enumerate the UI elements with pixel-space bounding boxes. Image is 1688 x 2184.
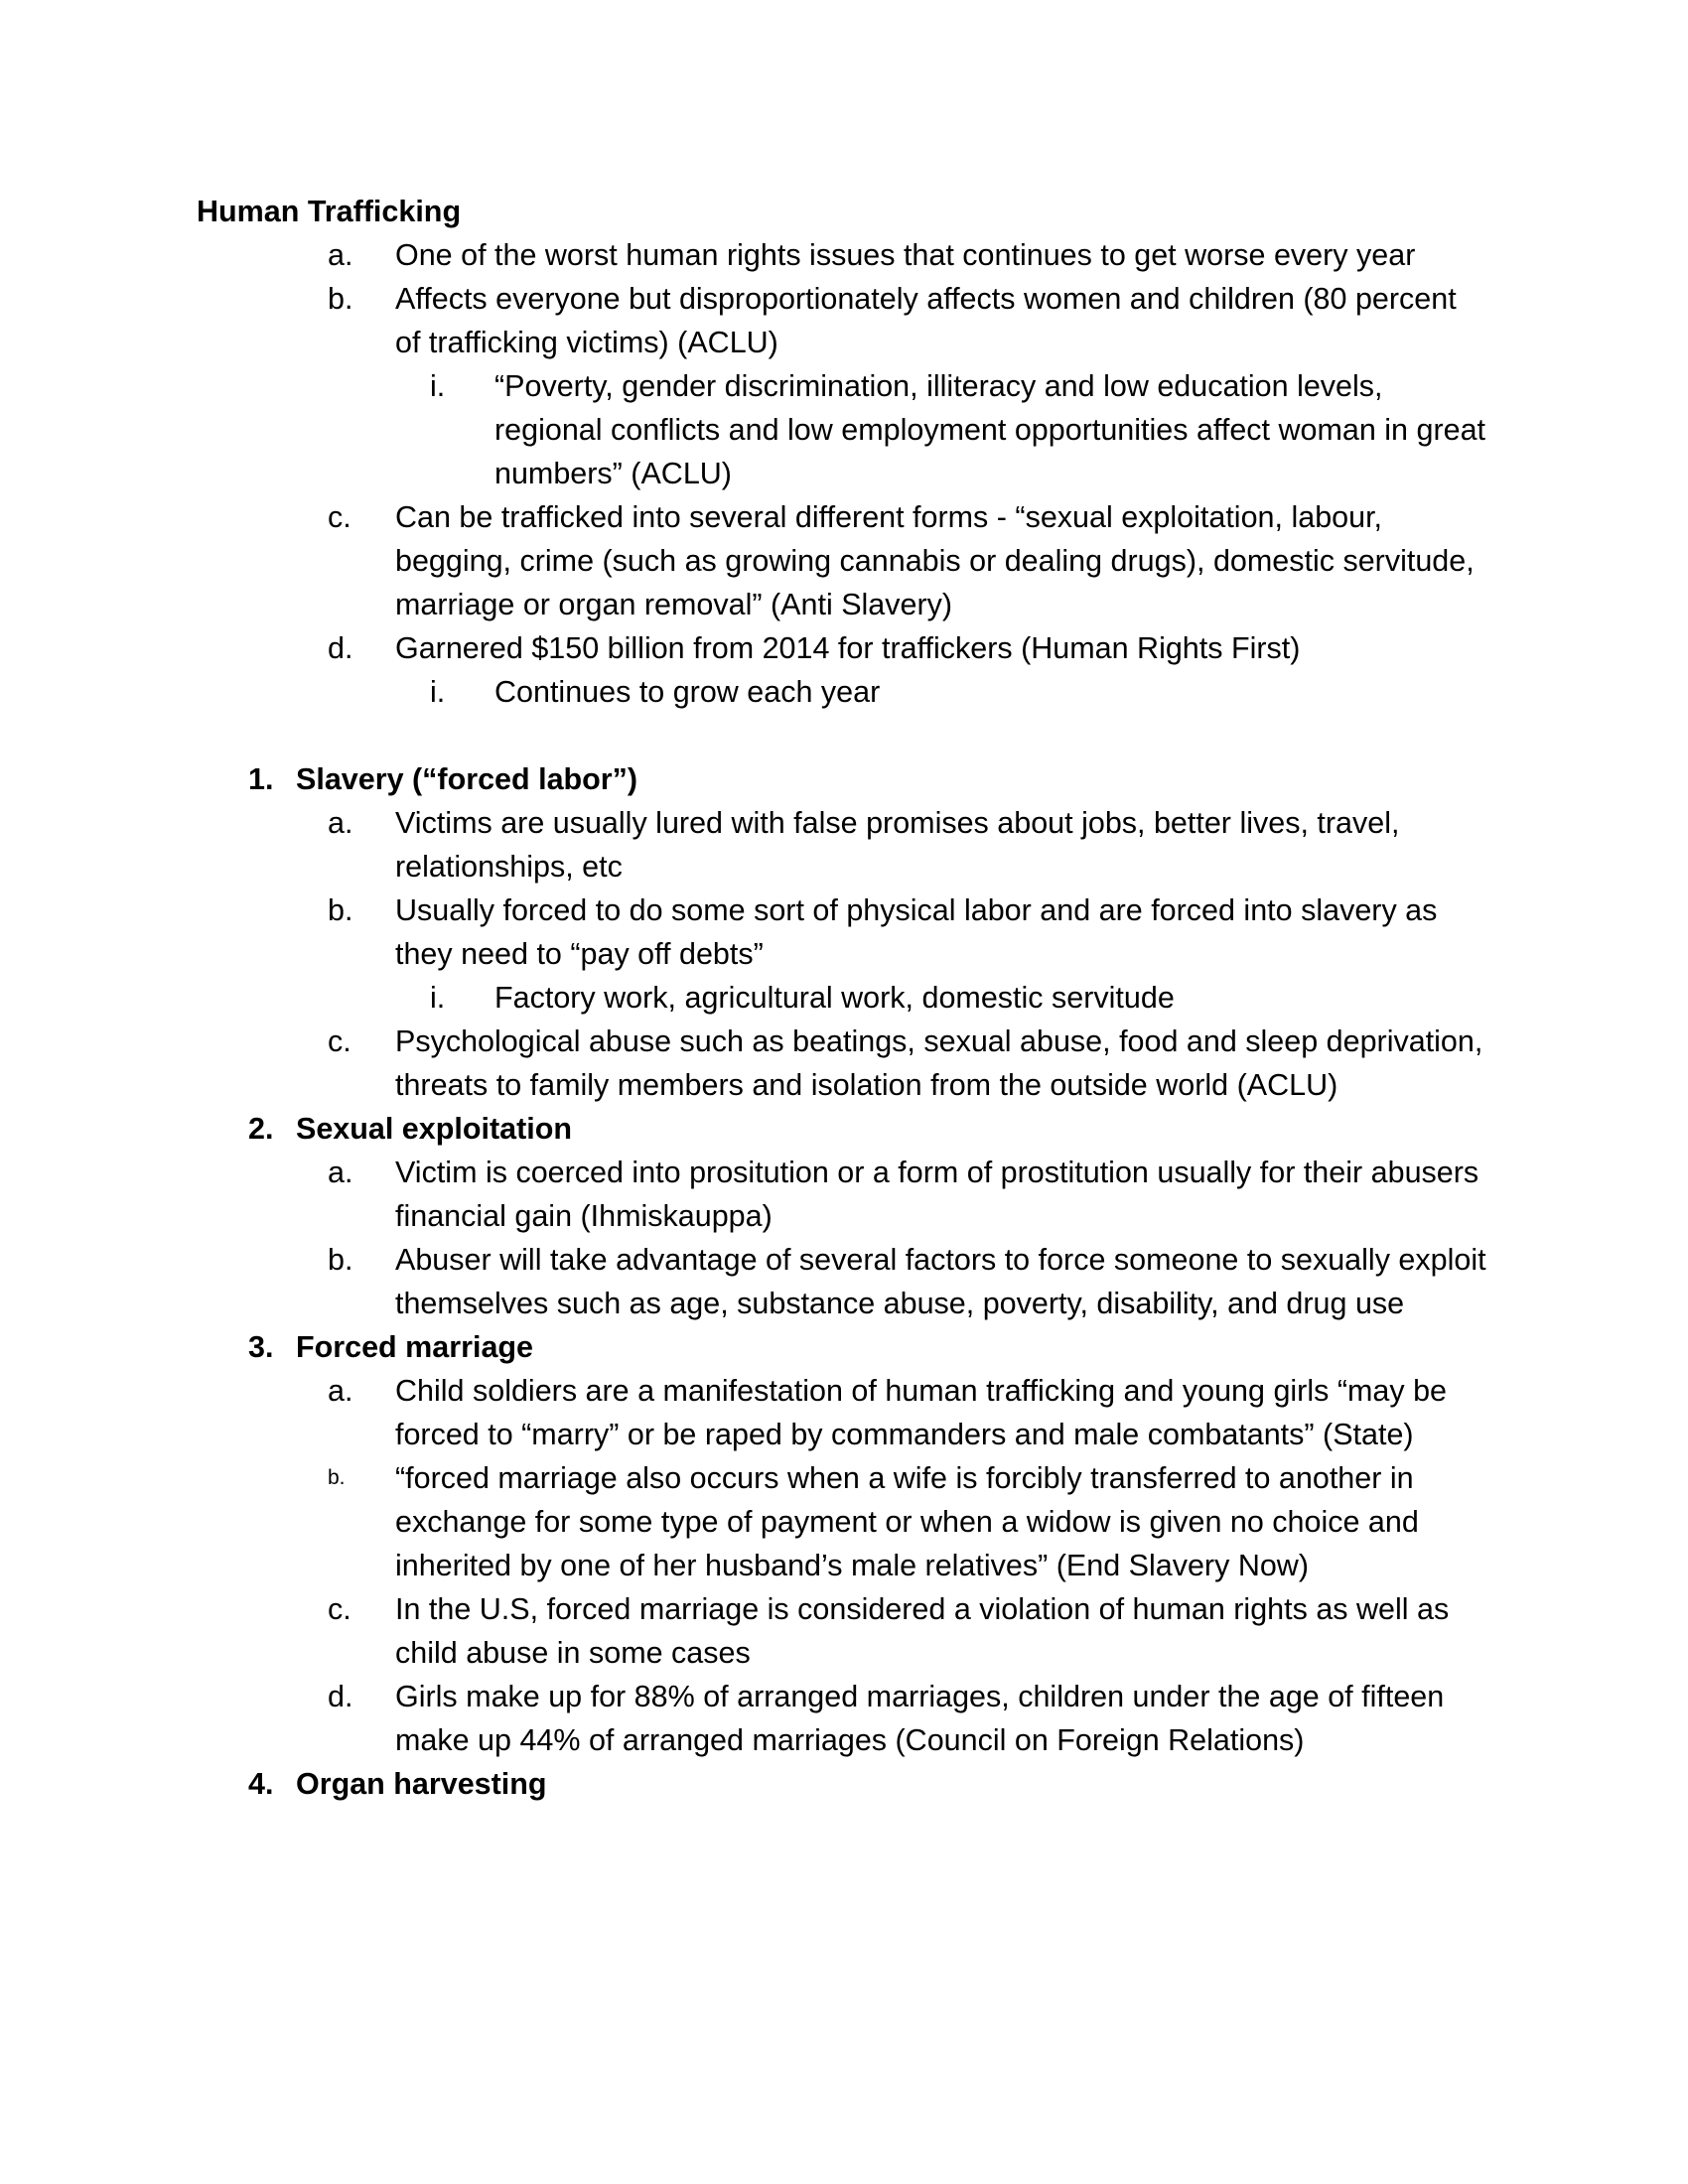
list-item (197, 626, 1487, 670)
list-text: Continues to grow each year (494, 675, 881, 709)
list-text: Abuser will take advantage of several factors to force someone to sexually exploit themselves such as age, substance abuse, poverty, disability, and drug use (395, 1243, 1486, 1320)
list-item (197, 277, 1487, 364)
blank-line (197, 714, 1487, 757)
list-marker: c. (328, 1592, 352, 1626)
list-marker: b. (328, 893, 353, 927)
list-text: Victim is coerced into prositution or a form of prostitution usually for their abusers financial gain (Ihmiskauppa) (395, 1156, 1479, 1233)
section-number: 2. (248, 1112, 274, 1146)
list-text: Usually forced to do some sort of physical labor and are forced into slavery as they need to “pay off debts” (395, 893, 1438, 971)
list-text: Factory work, agricultural work, domestic servitude (494, 981, 1175, 1015)
section-heading (197, 1325, 1487, 1369)
list-text: One of the worst human rights issues that continues to get worse every year (395, 238, 1416, 272)
list-marker: b. (328, 282, 353, 316)
list-item (197, 801, 1487, 888)
list-item (197, 1587, 1487, 1675)
list-marker: c. (328, 500, 352, 534)
list-marker: b. (328, 1243, 353, 1277)
list-item (197, 888, 1487, 976)
list-marker: d. (328, 1680, 353, 1713)
list-marker: i. (430, 369, 446, 403)
list-item (197, 364, 1487, 495)
document-title: Human Trafficking (197, 195, 462, 228)
list-item (197, 1238, 1487, 1325)
list-marker: i. (430, 981, 446, 1015)
section-title: Sexual exploitation (296, 1112, 572, 1146)
list-text: Psychological abuse such as beatings, sexual abuse, food and sleep deprivation, threats to family members and isolation from the outside world (ACLU) (395, 1024, 1483, 1102)
list-item (197, 670, 1487, 714)
list-marker: a. (328, 1156, 353, 1189)
list-item (197, 1675, 1487, 1762)
section-number: 3. (248, 1330, 274, 1364)
list-item (197, 1369, 1487, 1456)
list-item (197, 1456, 1487, 1587)
list-marker: a. (328, 1374, 353, 1408)
section-heading (197, 1107, 1487, 1151)
list-text: Garnered $150 billion from 2014 for traffickers (Human Rights First) (395, 631, 1301, 665)
section-title: Forced marriage (296, 1330, 534, 1364)
list-text: Child soldiers are a manifestation of human trafficking and young girls “may be forced to “marry” or be raped by commanders and male combatants” (State) (395, 1374, 1448, 1451)
list-marker: c. (328, 1024, 352, 1058)
list-marker: a. (328, 806, 353, 840)
list-text: “forced marriage also occurs when a wife is forcibly transferred to another in exchange for some type of payment or when a widow is given no choice and inherited by one of her husband’s male relatives” (End Slavery Now) (395, 1461, 1419, 1582)
list-item (197, 976, 1487, 1020)
list-text: Affects everyone but disproportionately affects women and children (80 percent of trafficking victims) (ACLU) (395, 282, 1457, 359)
document-body (197, 190, 1487, 1806)
section-heading (197, 1762, 1487, 1806)
section-title: Slavery (“forced labor”) (296, 762, 638, 796)
list-text: In the U.S, forced marriage is considered a violation of human rights as well as child abuse in some cases (395, 1592, 1450, 1670)
list-marker: i. (430, 675, 446, 709)
list-marker: b. (328, 1466, 346, 1489)
list-item (197, 1151, 1487, 1238)
list-text: Victims are usually lured with false promises about jobs, better lives, travel, relationships, etc (395, 806, 1400, 884)
list-text: Can be trafficked into several different forms - “sexual exploitation, labour, begging, crime (such as growing cannabis or dealing drugs), domestic servitude, marriage or organ removal” (Anti Slavery) (395, 500, 1475, 621)
section-number: 4. (248, 1767, 274, 1801)
list-text: Girls make up for 88% of arranged marriages, children under the age of fifteen make up 44% of arranged marriages (Council on Foreign Relations) (395, 1680, 1445, 1757)
section-number: 1. (248, 762, 274, 796)
list-item (197, 495, 1487, 626)
section-title: Organ harvesting (296, 1767, 547, 1801)
list-text: “Poverty, gender discrimination, illiteracy and low education levels, regional conflicts and low employment opportunities affect woman in great numbers” (ACLU) (494, 369, 1486, 490)
list-marker: d. (328, 631, 353, 665)
list-item (197, 1020, 1487, 1107)
list-item (197, 233, 1487, 277)
list-marker: a. (328, 238, 353, 272)
section-heading (197, 757, 1487, 801)
